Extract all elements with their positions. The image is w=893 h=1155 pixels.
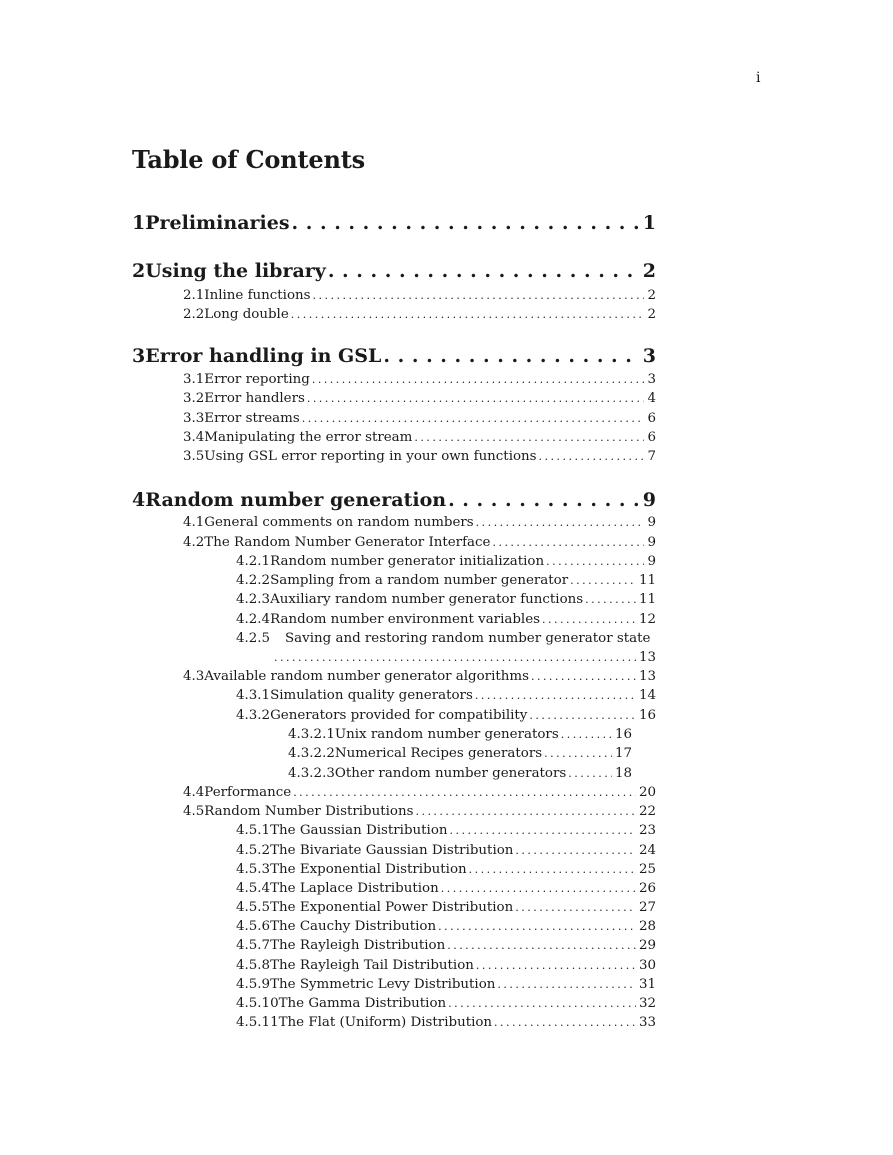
toc-entry-number: 4.3.2.2	[288, 746, 335, 761]
toc-entry-page: 4	[647, 391, 656, 406]
toc-entry-title[interactable]: The Gaussian Distribution	[270, 823, 448, 838]
toc-entry-number: 4.2.2	[236, 573, 271, 588]
toc-entry-number: 4.5.9	[236, 977, 271, 992]
toc-section-entry[interactable]	[236, 688, 656, 703]
toc-section-entry[interactable]	[183, 449, 656, 464]
dot-leader	[438, 920, 636, 933]
toc-entry-number: 3.1	[183, 372, 205, 387]
dot-leader	[531, 670, 636, 683]
toc-entry-page: 18	[614, 766, 632, 781]
toc-entry-page: 33	[638, 1015, 656, 1030]
toc-entry-title[interactable]: Simulation quality generators	[270, 688, 473, 703]
toc-entry-page: 28	[638, 919, 656, 934]
toc-entry-number: 4.5.6	[236, 919, 271, 934]
toc-entry-number: 2.1	[183, 288, 205, 303]
toc-entry-title[interactable]: Manipulating the error stream	[204, 430, 413, 445]
dot-leader	[313, 289, 645, 302]
dot-leader	[539, 450, 645, 463]
dot-leader	[529, 709, 636, 722]
toc-entry-page: 2	[647, 288, 656, 303]
toc-entry-number: 4.3.1	[236, 688, 271, 703]
toc-entry-number: 4.5.7	[236, 938, 271, 953]
toc-entry-title[interactable]: Other random number generators	[334, 766, 567, 781]
toc-entry-title[interactable]: Error reporting	[204, 372, 310, 387]
toc-entry-title[interactable]: The Flat (Uniform) Distribution	[278, 1015, 493, 1030]
toc-section-entry[interactable]	[183, 411, 656, 426]
toc-section-entry[interactable]	[288, 766, 632, 781]
page-number: i	[756, 70, 761, 86]
toc-section-entry[interactable]	[236, 631, 656, 646]
toc-entry-title[interactable]: The Laplace Distribution	[270, 881, 439, 896]
toc-entry-title[interactable]: Error handling in GSL	[145, 345, 382, 367]
toc-chapter-entry[interactable]	[132, 345, 656, 367]
toc-entry-number: 4.2.4	[236, 612, 271, 627]
toc-section-entry[interactable]	[236, 708, 656, 723]
dot-leader	[546, 555, 644, 568]
toc-entry-page: 27	[638, 900, 656, 915]
toc-entry-number: 3.4	[183, 430, 205, 445]
toc-entry-number: 3	[132, 345, 146, 367]
dot-leader	[568, 767, 612, 780]
toc-entry-page: 14	[638, 688, 656, 703]
dot-leader	[450, 824, 636, 837]
toc-entry-number: 4.2.5	[236, 631, 271, 646]
toc-entry-page: 13	[638, 669, 656, 684]
toc-entry-title[interactable]: The Bivariate Gaussian Distribution	[270, 843, 514, 858]
toc-section-entry[interactable]	[236, 823, 656, 838]
toc-entry-title[interactable]: Error streams	[204, 411, 300, 426]
toc-entry-page: 6	[647, 411, 656, 426]
toc-section-entry[interactable]	[236, 919, 656, 934]
dot-leader	[328, 260, 640, 282]
toc-entry-page: 22	[638, 804, 656, 819]
toc-section-entry[interactable]	[236, 612, 656, 627]
dot-leader	[515, 901, 636, 914]
toc-entry-page: 20	[638, 785, 656, 800]
toc-entry-page: 13	[638, 650, 656, 665]
toc-chapter-entry[interactable]	[132, 212, 656, 234]
toc-entry-title[interactable]: Available random number generator algorithms	[204, 669, 529, 684]
dot-leader	[561, 728, 612, 741]
toc-entry-number: 4.5.11	[236, 1015, 279, 1030]
toc-entry-page: 1	[642, 212, 656, 234]
toc-entry-number: 1	[132, 212, 146, 234]
toc-entry-title[interactable]: Generators provided for compatibility	[270, 708, 528, 723]
toc-entry-number: 2	[132, 260, 146, 282]
toc-section-entry[interactable]	[183, 372, 656, 387]
toc-entry-title[interactable]: Random Number Distributions	[204, 804, 414, 819]
toc-entry-page: 25	[638, 862, 656, 877]
toc-entry-number: 4.4	[183, 785, 205, 800]
dot-leader	[448, 997, 636, 1010]
toc-chapter-entry[interactable]	[132, 260, 656, 282]
toc-entry-page: 32	[638, 996, 656, 1011]
toc-entry-title[interactable]: Numerical Recipes generators	[334, 746, 543, 761]
toc-entry-title[interactable]: General comments on random numbers	[204, 515, 474, 530]
toc-entry-title[interactable]: Using the library	[145, 260, 326, 282]
toc-entry-title[interactable]: Error handlers	[204, 391, 305, 406]
toc-section-entry[interactable]	[183, 288, 656, 303]
toc-entry-title[interactable]: Sampling from a random number generator	[270, 573, 569, 588]
dot-leader	[292, 212, 640, 234]
dot-leader	[414, 431, 644, 444]
dot-leader	[291, 308, 645, 321]
toc-entry-page: 24	[638, 843, 656, 858]
toc-entry-number: 4.2	[183, 535, 205, 550]
toc-section-entry[interactable]	[183, 515, 656, 530]
toc-entry-number: 4.3.2.3	[288, 766, 335, 781]
dot-leader	[585, 593, 636, 606]
dot-leader	[302, 412, 645, 425]
toc-entry-title[interactable]: Performance	[204, 785, 292, 800]
toc-section-entry[interactable]	[183, 307, 656, 322]
toc-entry-number: 4.5.4	[236, 881, 271, 896]
toc-entry-page: 9	[642, 489, 656, 511]
dot-leader	[383, 345, 639, 367]
toc-entry-page: 31	[638, 977, 656, 992]
dot-leader	[415, 805, 636, 818]
toc-entry-title[interactable]: Saving and restoring random number generator state	[285, 631, 651, 646]
toc-entry-number: 4.5.5	[236, 900, 271, 915]
toc-entry-page: 9	[647, 535, 656, 550]
toc-entry-title[interactable]: The Rayleigh Distribution	[270, 938, 446, 953]
toc-entry-title[interactable]: The Gamma Distribution	[278, 996, 447, 1011]
toc-entry-number: 4.5.8	[236, 958, 271, 973]
toc-entry-title[interactable]: Unix random number generators	[334, 727, 559, 742]
dot-leader	[570, 574, 636, 587]
toc-entry-page: 9	[647, 515, 656, 530]
toc-entry-number: 3.3	[183, 411, 205, 426]
toc-section-entry[interactable]	[236, 938, 656, 953]
toc-entry-number: 4.1	[183, 515, 205, 530]
toc-entry-title[interactable]: Inline functions	[204, 288, 311, 303]
toc-entry-page: 11	[638, 573, 656, 588]
toc-entry-title[interactable]: Using GSL error reporting in your own functions	[204, 449, 537, 464]
dot-leader	[492, 536, 644, 549]
toc-entry-number: 4.5	[183, 804, 205, 819]
toc-section-entry[interactable]	[236, 958, 656, 973]
dot-leader	[274, 651, 636, 664]
toc-chapter-entry[interactable]	[132, 489, 656, 511]
toc-entry-page: 3	[647, 372, 656, 387]
toc-entry-title[interactable]: The Cauchy Distribution	[270, 919, 437, 934]
toc-entry-number: 3.2	[183, 391, 205, 406]
toc-entry-page: 2	[642, 260, 656, 282]
toc-entry-title[interactable]: Random number environment variables	[270, 612, 540, 627]
toc-entry-page: 6	[647, 430, 656, 445]
toc-entry-number: 4.5.10	[236, 996, 279, 1011]
toc-section-entry[interactable]	[236, 862, 656, 877]
toc-entry-page: 3	[642, 345, 656, 367]
dot-leader	[307, 392, 645, 405]
toc-entry-title[interactable]: Random number generation	[145, 489, 447, 511]
toc-section-entry[interactable]	[288, 746, 632, 761]
toc-entry-number: 4.2.1	[236, 554, 271, 569]
toc-entry-number: 3.5	[183, 449, 205, 464]
toc-section-entry[interactable]	[183, 430, 656, 445]
toc-entry-page: 9	[647, 554, 656, 569]
toc-section-entry[interactable]	[236, 1015, 656, 1030]
toc-entry-number: 4	[132, 489, 146, 511]
toc-entry-title[interactable]: The Exponential Power Distribution	[270, 900, 514, 915]
toc-entry-number: 4.5.1	[236, 823, 271, 838]
toc-entry-page: 11	[638, 592, 656, 607]
toc-entry-title[interactable]: The Random Number Generator Interface	[204, 535, 491, 550]
toc-entry-number: 4.2.3	[236, 592, 271, 607]
toc-section-entry[interactable]	[236, 843, 656, 858]
toc-entry-title[interactable]: The Symmetric Levy Distribution	[270, 977, 496, 992]
dot-leader	[542, 613, 636, 626]
dot-leader	[544, 747, 612, 760]
toc-entry-page: 7	[647, 449, 656, 464]
dot-leader	[476, 959, 636, 972]
toc-section-entry[interactable]	[183, 391, 656, 406]
dot-leader	[312, 373, 645, 386]
toc-section-entry[interactable]	[236, 900, 656, 915]
toc-entry-title[interactable]: Auxiliary random number generator functions	[270, 592, 584, 607]
toc-section-entry[interactable]	[183, 535, 656, 550]
toc-section-entry[interactable]	[236, 977, 656, 992]
toc-entry-page: 29	[638, 938, 656, 953]
dot-leader	[494, 1016, 636, 1029]
toc-entry-page: 2	[647, 307, 656, 322]
toc-entry-number: 4.3	[183, 669, 205, 684]
toc-entry-page: 30	[638, 958, 656, 973]
toc-section-entry[interactable]	[183, 669, 656, 684]
toc-section-entry[interactable]	[183, 804, 656, 819]
dot-leader	[497, 978, 636, 991]
dot-leader	[515, 844, 636, 857]
dot-leader	[476, 516, 645, 529]
toc-entry-title[interactable]: Preliminaries	[145, 212, 290, 234]
toc-entry-page: 12	[638, 612, 656, 627]
dot-leader	[293, 786, 636, 799]
toc-entry-number: 4.3.2.1	[288, 727, 335, 742]
dot-leader	[441, 882, 636, 895]
toc-entry-page: 23	[638, 823, 656, 838]
toc-section-entry[interactable]	[236, 573, 656, 588]
toc-entry-title[interactable]: The Exponential Distribution	[270, 862, 467, 877]
toc-entry-title[interactable]: Long double	[204, 307, 289, 322]
toc-entry-title[interactable]: Random number generator initialization	[270, 554, 545, 569]
toc-section-entry[interactable]	[236, 592, 656, 607]
dot-leader	[448, 489, 640, 511]
toc-entry-number: 2.2	[183, 307, 205, 322]
toc-section-entry[interactable]	[183, 785, 656, 800]
toc-section-entry[interactable]	[236, 554, 656, 569]
dot-leader	[475, 689, 636, 702]
toc-entry-page: 16	[638, 708, 656, 723]
toc-entry-number: 4.5.3	[236, 862, 271, 877]
toc-entry-page: 26	[638, 881, 656, 896]
toc-entry-continuation	[272, 650, 656, 665]
toc-section-entry[interactable]	[236, 996, 656, 1011]
toc-entry-number: 4.3.2	[236, 708, 271, 723]
toc-entry-page: 16	[614, 727, 632, 742]
dot-leader	[447, 939, 636, 952]
dot-leader	[469, 863, 636, 876]
toc-entry-number: 4.5.2	[236, 843, 271, 858]
toc-entry-page: 17	[614, 746, 632, 761]
toc-section-entry[interactable]	[288, 727, 632, 742]
toc-entry-title[interactable]: The Rayleigh Tail Distribution	[270, 958, 474, 973]
toc-title: Table of Contents	[132, 145, 365, 174]
toc-section-entry[interactable]	[236, 881, 656, 896]
